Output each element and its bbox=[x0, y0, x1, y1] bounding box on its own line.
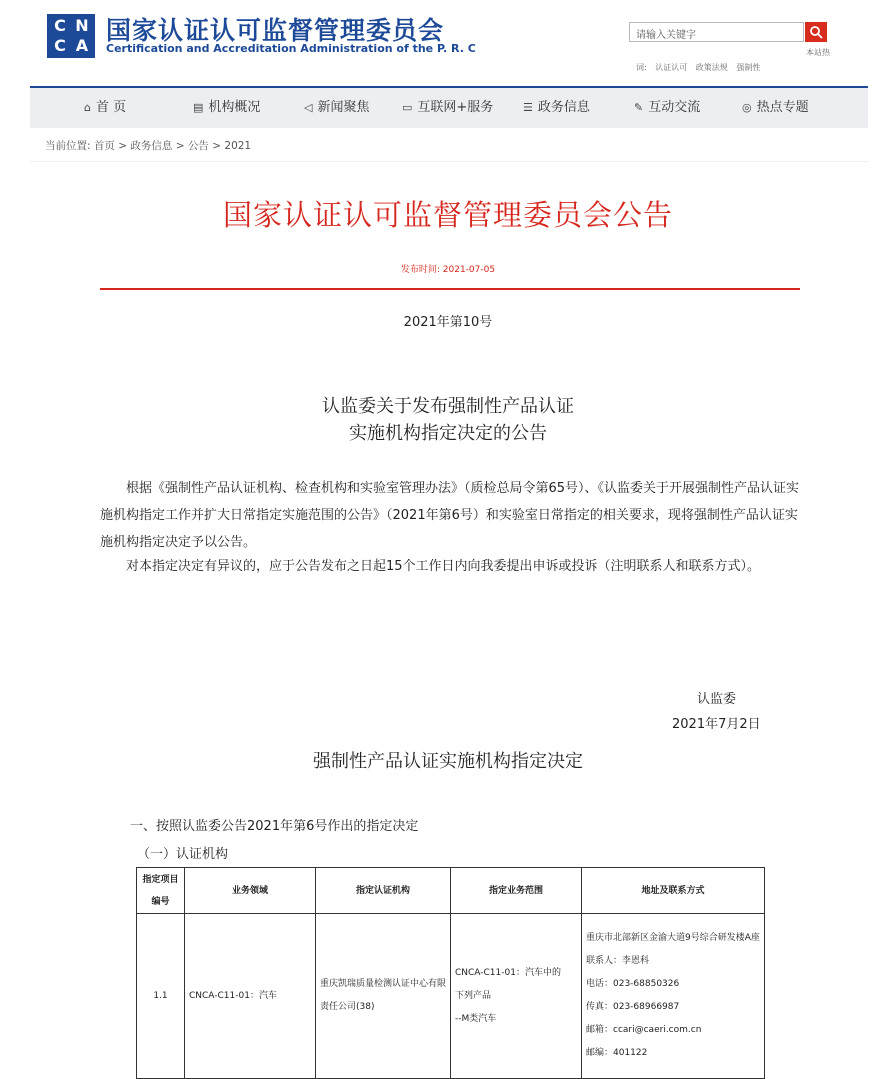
decision-title: 强制性产品认证实施机构指定决定 bbox=[313, 751, 583, 772]
logo-letter: C bbox=[54, 36, 66, 55]
scope-line: CNCA-C11-01：汽车中的 bbox=[455, 967, 561, 978]
nav-label: 机构概况 bbox=[208, 100, 261, 115]
column-header: 业务领域 bbox=[185, 868, 316, 914]
subtitle-line: 认监委关于发布强制性产品认证 bbox=[322, 396, 574, 417]
email[interactable]: 邮箱：ccari@caeri.com.cn bbox=[586, 1025, 702, 1035]
site-name-en: Certification and Accreditation Administration of the P. R. C bbox=[106, 42, 476, 55]
contact-cell bbox=[582, 914, 765, 1079]
breadcrumb-separator: > bbox=[118, 140, 128, 152]
postcode: 邮编：401122 bbox=[586, 1048, 648, 1058]
body-paragraph: 对本指定决定有异议的，应于公告发布之日起15个工作日内向我委提出申诉或投诉（注明联系人和联系方式）。 bbox=[126, 559, 761, 574]
nav-item-org[interactable] bbox=[193, 88, 260, 128]
section-heading: 一、按照认监委公告2021年第6号作出的指定决定 bbox=[130, 819, 419, 834]
scope-cell bbox=[451, 914, 582, 1079]
hot-word[interactable]: 认证认可 bbox=[655, 63, 688, 72]
hot-word[interactable]: 政策法规 bbox=[695, 63, 728, 72]
column-header: 指定项目编号 bbox=[137, 868, 185, 914]
nav-label: 首 页 bbox=[95, 100, 127, 115]
column-header: 地址及联系方式 bbox=[582, 868, 765, 914]
scope-line: --M类汽车 bbox=[455, 1013, 497, 1024]
nav-item-interaction[interactable] bbox=[634, 88, 700, 128]
nav-item-service[interactable] bbox=[402, 88, 493, 128]
breadcrumb-home[interactable]: 首页 bbox=[93, 140, 115, 152]
column-header: 指定认证机构 bbox=[316, 868, 451, 914]
table-header-row bbox=[137, 868, 765, 914]
field-cell: CNCA-C11-01：汽车 bbox=[185, 914, 316, 1079]
nav-label: 互动交流 bbox=[648, 100, 701, 115]
hot-word[interactable]: 强制性 bbox=[736, 63, 761, 72]
nav-item-gov-info[interactable] bbox=[523, 88, 590, 128]
hot-words-link[interactable]: 本站热 bbox=[806, 48, 830, 57]
breadcrumb-separator: > bbox=[175, 140, 185, 152]
subtitle-line: 实施机构指定决定的公告 bbox=[349, 423, 547, 444]
breadcrumb bbox=[45, 138, 251, 153]
title-divider bbox=[100, 288, 800, 290]
cnca-logo[interactable] bbox=[47, 14, 95, 58]
document-number: 2021年第10号 bbox=[403, 315, 493, 330]
breadcrumb-gov-info[interactable]: 政务信息 bbox=[130, 140, 173, 152]
hot-words-label: 词: bbox=[636, 63, 647, 72]
bubble-icon: ◎ bbox=[742, 101, 752, 114]
publish-time: 发布时间: 2021-07-05 bbox=[400, 265, 496, 275]
designation-table bbox=[136, 867, 765, 1079]
breadcrumb-year[interactable]: 2021 bbox=[224, 140, 252, 152]
subsection-heading: （一）认证机构 bbox=[137, 847, 229, 862]
page-title: 国家认证认可监督管理委员会公告 bbox=[222, 198, 673, 232]
nav-label: 新闻聚焦 bbox=[317, 100, 370, 115]
monitor-icon: ▭ bbox=[402, 101, 413, 114]
item-number-cell: 1.1 bbox=[137, 914, 185, 1079]
chat-icon: ☰ bbox=[523, 101, 533, 114]
home-icon: ⌂ bbox=[84, 101, 91, 114]
nav-item-news[interactable] bbox=[304, 88, 369, 128]
contact-person: 联系人：李恩科 bbox=[586, 956, 650, 966]
divider bbox=[30, 161, 868, 162]
logo-letter: C bbox=[54, 16, 66, 35]
table-row bbox=[137, 914, 765, 1079]
nav-item-home[interactable] bbox=[84, 88, 126, 128]
body-paragraph: 根据《强制性产品认证机构、检查机构和实验室管理办法》（质检总局令第65号）、《认监委关于开展强制性产品认证实施机构指定工作并扩大日常指定实施范围的公告》（2021年第6号）和实验室日常指定的相关要求，现将强制性产品认证实施机构指定决定予以公告。 bbox=[100, 481, 800, 550]
fax: 传真：023-68966987 bbox=[586, 1002, 680, 1012]
breadcrumb-notice[interactable]: 公告 bbox=[187, 140, 209, 152]
logo-letter: A bbox=[75, 36, 89, 55]
site-header bbox=[0, 0, 896, 88]
logo-letter: N bbox=[75, 16, 89, 35]
scope-line: 下列产品 bbox=[455, 990, 492, 1001]
list-icon: ▤ bbox=[193, 101, 204, 114]
search-button[interactable] bbox=[805, 22, 827, 42]
article-subtitle bbox=[0, 393, 896, 447]
search-icon bbox=[809, 25, 823, 39]
nav-label: 互联网+服务 bbox=[417, 100, 494, 115]
column-header: 指定业务范围 bbox=[451, 868, 582, 914]
search-input[interactable]: 请输入关键字 bbox=[629, 22, 804, 42]
signer: 认监委 bbox=[697, 692, 737, 707]
breadcrumb-separator: > bbox=[212, 140, 222, 152]
phone: 电话：023-68850326 bbox=[586, 979, 680, 989]
address: 重庆市北部新区金渝大道9号综合研发楼A座 bbox=[586, 933, 760, 943]
edit-icon: ✎ bbox=[634, 101, 644, 114]
nav-label: 政务信息 bbox=[537, 100, 590, 115]
megaphone-icon: ◁ bbox=[304, 101, 313, 114]
sign-date: 2021年7月2日 bbox=[672, 717, 761, 732]
nav-label: 热点专题 bbox=[756, 100, 809, 115]
org-cell: 重庆凯瑞质量检测认证中心有限责任公司(38) bbox=[316, 914, 451, 1079]
site-name-cn[interactable]: 国家认证认可监督管理委员会 bbox=[106, 16, 445, 45]
main-nav bbox=[30, 86, 868, 128]
breadcrumb-prefix: 当前位置: bbox=[45, 140, 91, 152]
hot-words bbox=[636, 62, 766, 73]
nav-item-topics[interactable] bbox=[742, 88, 809, 128]
